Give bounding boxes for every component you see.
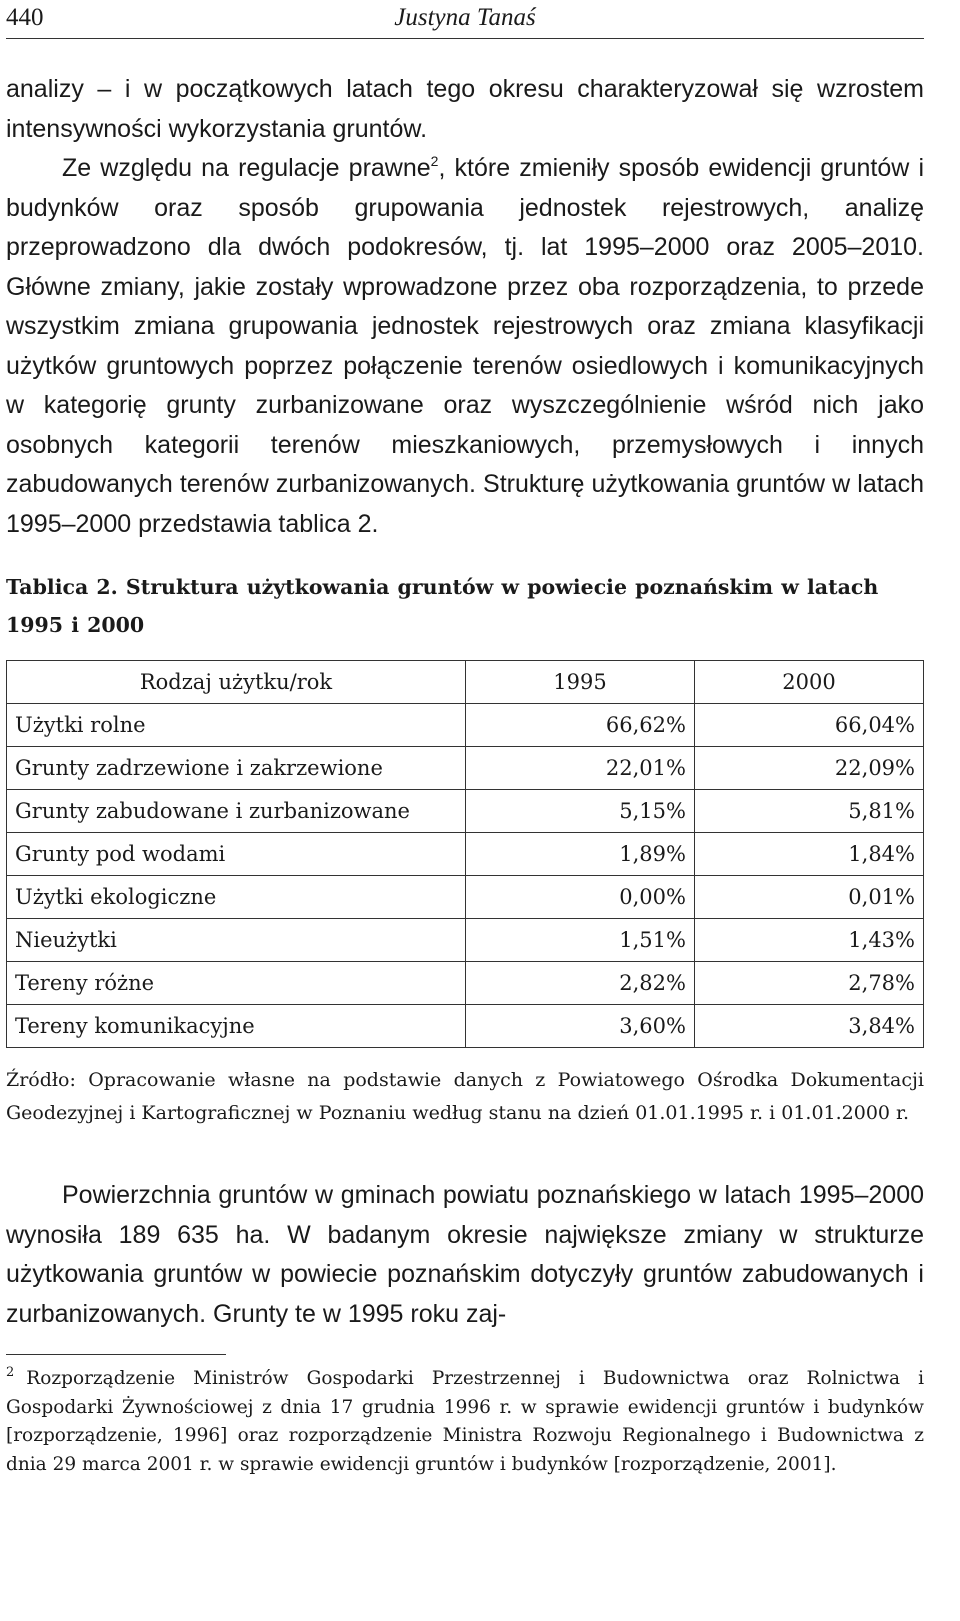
table-row — [7, 833, 924, 876]
table-row — [7, 1005, 924, 1048]
document-page — [6, 0, 924, 1479]
table-row — [7, 962, 924, 1005]
header-cell-1995: 1995 — [466, 661, 695, 704]
value-1995: 3,60% — [466, 1005, 695, 1048]
row-label: Nieużytki — [7, 919, 466, 962]
paragraph-1: analizy – i w początkowych latach tego okresu charakteryzował się wzrostem intensywności wykorzystania gruntów. — [6, 75, 924, 143]
land-use-table — [6, 660, 924, 1048]
paragraph-2 — [6, 149, 924, 544]
footnote-reference[interactable]: 2 — [430, 153, 439, 169]
page-number: 440 — [6, 4, 44, 31]
table-header-row — [7, 661, 924, 704]
footnote-text: Rozporządzenie Ministrów Gospodarki Przestrzennej i Budownictwa oraz Rolnictwa i Gospodarki Żywnościowej z dnia 17 grudnia 1996 r. w sprawie ewidencji gruntów i budynków [rozporządzenie, 1996] oraz rozporządzenie Ministra Rozwoju Regionalnego i Budownictwa z dnia 29 marca 2001 r. w sprawie ewidencji gruntów i budynków [rozporządzenie, 2001]. — [6, 1368, 924, 1475]
table-row — [7, 919, 924, 962]
table-row — [7, 876, 924, 919]
footnote — [6, 1359, 924, 1479]
row-label: Użytki rolne — [7, 704, 466, 747]
table-source-note: Źródło: Opracowanie własne na podstawie danych z Powiatowego Ośrodka Dokumentacji Geodezyjnej i Kartograficznej w Poznaniu według stanu na dzień 01.01.1995 r. i 01.01.2000 r. — [6, 1069, 924, 1124]
value-1995: 22,01% — [466, 747, 695, 790]
paragraph-2-start: Ze względu na regulacje prawne — [62, 154, 431, 182]
value-1995: 0,00% — [466, 876, 695, 919]
row-label: Grunty zadrzewione i zakrzewione — [7, 747, 466, 790]
value-1995: 66,62% — [466, 704, 695, 747]
row-label: Grunty zabudowane i zurbanizowane — [7, 790, 466, 833]
value-2000: 0,01% — [694, 876, 923, 919]
author-name: Justyna Tanaś — [394, 4, 536, 31]
paragraph-3: Powierzchnia gruntów w gminach powiatu poznańskiego w latach 1995–2000 wynosiła 189 635 ha. W badanym okresie największe zmiany w strukturze użytkowania gruntów w powiecie poznańskim dotyczyły gruntów zabudowanych i zurbanizowanych. Grunty te w 1995 roku zaj- — [6, 1181, 924, 1328]
paragraph-2-rest: , które zmieniły sposób ewidencji gruntów i budynków oraz sposób grupowania jednostek rejestrowych, analizę przeprowadzono dla dwóch podokresów, tj. lat 1995–2000 oraz 2005–2010. Główne zmiany, jakie zostały wprowadzone przez oba rozporządzenia, to przede wszystkim zmiana grupowania jednostek rejestrowych oraz zmiana klasyfikacji użytków gruntowych poprzez połączenie terenów osiedlowych i komunikacyjnych w kategorię grunty zurbanizowane oraz wyszczególnienie wśród nich jako osobnych kategorii terenów mieszkaniowych, przemysłowych i innych zabudowanych terenów zurbanizowanych. Strukturę użytkowania gruntów w latach 1995–2000 przedstawia tablica 2. — [6, 154, 925, 538]
row-label: Tereny różne — [7, 962, 466, 1005]
table-caption: Tablica 2. Struktura użytkowania gruntów w powiecie poznańskim w latach 1995 i 2000 — [6, 575, 879, 637]
table-row — [7, 747, 924, 790]
value-2000: 66,04% — [694, 704, 923, 747]
footnote-divider — [6, 1354, 226, 1355]
header-cell-type: Rodzaj użytku/rok — [7, 661, 466, 704]
value-2000: 1,43% — [694, 919, 923, 962]
value-1995: 1,51% — [466, 919, 695, 962]
footnote-number: 2 — [6, 1365, 15, 1380]
value-2000: 2,78% — [694, 962, 923, 1005]
table-row — [7, 790, 924, 833]
value-2000: 22,09% — [694, 747, 923, 790]
value-1995: 1,89% — [466, 833, 695, 876]
value-2000: 3,84% — [694, 1005, 923, 1048]
table-row — [7, 704, 924, 747]
value-1995: 5,15% — [466, 790, 695, 833]
value-1995: 2,82% — [466, 962, 695, 1005]
row-label: Grunty pod wodami — [7, 833, 466, 876]
running-head — [6, 0, 924, 39]
value-2000: 1,84% — [694, 833, 923, 876]
row-label: Tereny komunikacyjne — [7, 1005, 466, 1048]
value-2000: 5,81% — [694, 790, 923, 833]
header-cell-2000: 2000 — [694, 661, 923, 704]
row-label: Użytki ekologiczne — [7, 876, 466, 919]
